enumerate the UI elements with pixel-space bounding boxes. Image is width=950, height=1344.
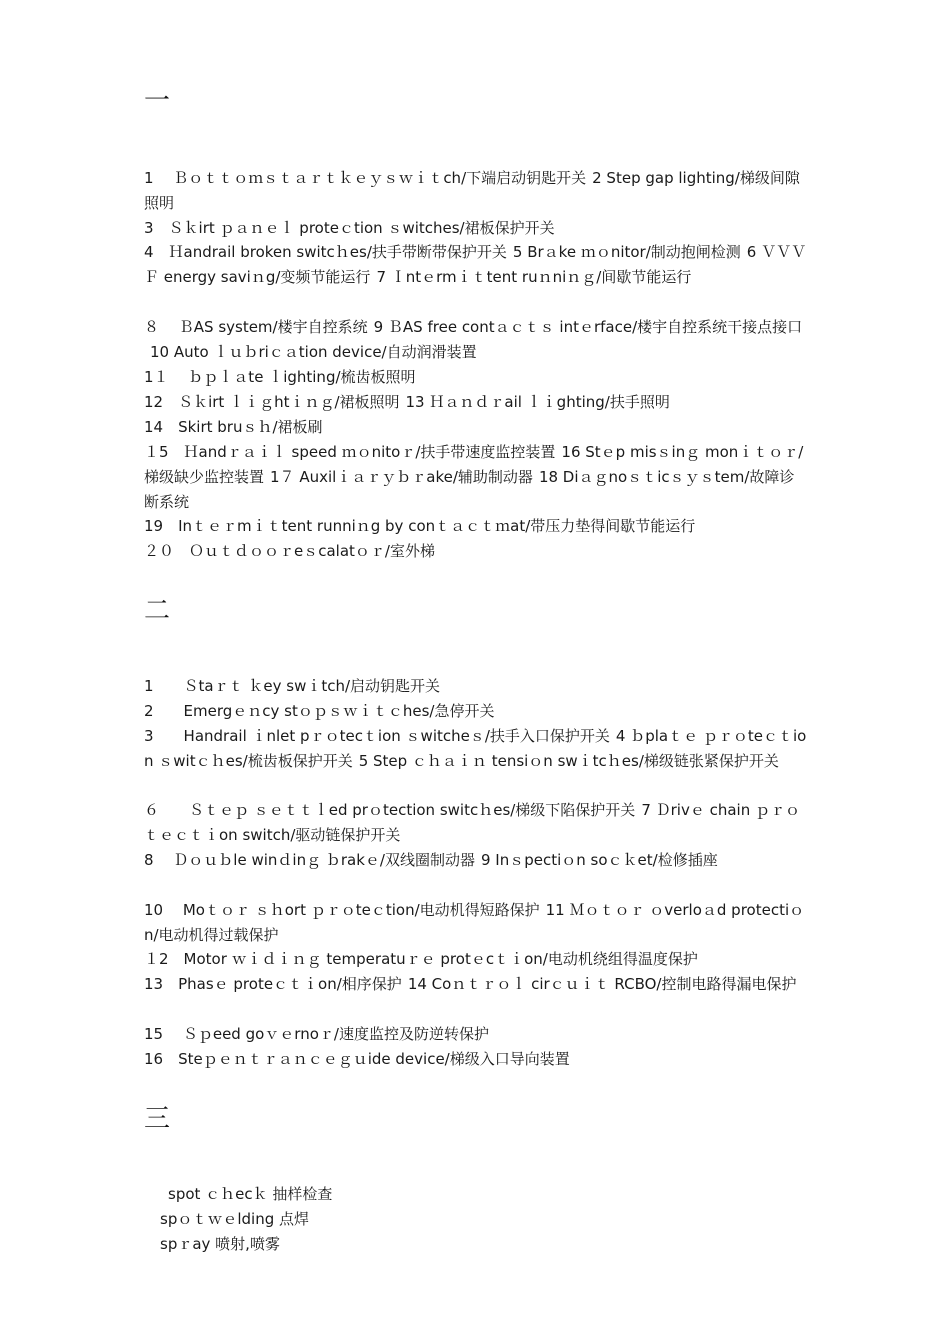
entry-paragraph — [144, 390, 808, 415]
entry-item: 16 Steｐｅｎｔｒａｎｃｅｇｕide device/梯级入口导向装置 — [144, 1050, 570, 1068]
entry-item: 1７ Auxilｉａｒｙｂｒake/辅助制动器 — [270, 467, 533, 486]
entry-item: 4 Ｈandrail broken switcｈes/扶手带断带保护开关 — [144, 243, 507, 261]
entry-item: 19 Inｔｅｒmｉｔtent runniｎg by conｔａｃｔｍat/带压力垫得间歇节能运行 — [144, 517, 696, 535]
entry-item: １5 Ｈandｒａｉｌ speed ｍｏnitoｒ/扶手带速度监控装置 — [144, 443, 556, 461]
entry-item: ６ Ｓｔｅｐ ｓｅｔｔｌed prｏtection switcｈes/梯级下陷保护开关 — [144, 801, 636, 819]
entry-paragraph — [144, 514, 808, 539]
entry-item: 16 Stｅp misｓinｇ monｉｔｏｒ/梯级缺少监控装置 — [144, 443, 804, 486]
entry-item: 2 Emergｅｎcy stｏｐｓｗｉｔｃhes/急停开关 — [144, 702, 495, 720]
entry-item: ２０ Ｏｕｔｄｏｏｒeｓcalatｏｒ/室外梯 — [144, 542, 435, 560]
entry-item: 3 Handrail ｉnlet pｒｏtecｔion ｓwitcheｓ/扶手入口保护开关 — [144, 727, 610, 745]
entry-item: 5 Step ｃｈａｉｎ tensiｏn swｉtcｈes/梯级链张紧保护开关 — [358, 751, 779, 770]
entry-item: １2 Motor ｗｉｄｉｎｇ temperatuｒｅ protｅcｔｉon/电动机绕组得温度保护 — [144, 950, 698, 968]
entry-paragraph — [144, 674, 808, 699]
entry-paragraph — [144, 972, 808, 997]
entry-item: 1１ ｂｐｌａte ｌighting/梳齿板照明 — [144, 368, 416, 386]
section-heading-1: 一 — [144, 86, 171, 116]
entry-paragraph — [144, 166, 808, 216]
entry-paragraph — [144, 216, 808, 241]
entry-paragraph — [144, 539, 808, 564]
entry-paragraph — [144, 699, 808, 724]
entry-item: 9 ＢAS free contａｃｔｓ intｅrface/楼宇自控系统干接点接口 — [373, 318, 803, 336]
entry-paragraph — [144, 848, 808, 873]
entry-item: 6 ＶＶＶＦ energy saviｎg/变频节能运行 — [144, 243, 807, 286]
entry-item: 1 Ｓtaｒｔ ｋey swｉtch/启动钥匙开关 — [144, 677, 441, 695]
entry-item: 8 Ｄｏｕｂle winｄinｇ ｂrakｅ/双线圈制动器 — [144, 851, 475, 869]
entry-paragraph — [144, 1022, 808, 1047]
entry-item: 10 Moｔｏｒ ｓｈort ｐｒｏteｃtion/电动机得短路保护 — [144, 901, 540, 919]
entry-item: 7 Ｉntｅrmｉｔtent ruｎniｎｇ/间歇节能运行 — [376, 267, 692, 286]
entry-item: 13 Phasｅ proteｃｔｉon/相序保护 — [144, 975, 402, 993]
entry-item: 14 Skirt bruｓｈ/裙板刷 — [144, 418, 323, 436]
entry-item: 4 ｂplaｔｅ ｐｒｏteｃｔion ｓwitｃｈes/梳齿板保护开关 — [144, 727, 807, 770]
entry-item: 11 Ｍｏｔｏｒ ｏverloａd protectiｏn/电动机得过载保护 — [144, 901, 805, 944]
glossary-line: spｏｔｗｅlding 点焊 — [160, 1210, 309, 1228]
section-heading-2: 二 — [144, 596, 171, 626]
entry-paragraph — [144, 440, 808, 514]
entry-item: 13 Ｈａｎｄｒail ｌｉghting/扶手照明 — [405, 393, 670, 411]
entry-paragraph — [144, 415, 808, 440]
entry-paragraph — [144, 724, 808, 774]
entry-item: ８ ＢAS system/楼宇自控系统 — [144, 318, 368, 336]
entry-item: 12 Ｓｋirt ｌｉｇhtｉｎｇ/裙板照明 — [144, 393, 400, 411]
entry-paragraph — [144, 365, 808, 390]
glossary-line: spｒay 喷射,喷雾 — [160, 1235, 280, 1253]
entry-item: 1 Ｂｏｔｔｏｍｓｔａｒｔｋｅｙｓｗｉｔch/下端启动钥匙开关 — [144, 169, 587, 187]
entry-paragraph — [144, 947, 808, 972]
glossary-line: spot ｃｈecｋ 抽样检查 — [168, 1185, 333, 1203]
entry-item: 10 Auto ｌｕｂriｃａtion device/自动润滑装置 — [150, 342, 477, 361]
entry-item: 9 Inｓpectiｏn soｃｋet/检修插座 — [480, 851, 718, 869]
entry-item: 18 Diａｇnoｓｔicｓｙｓtem/故障诊断系统 — [144, 467, 795, 511]
entry-item: 7 Ｄrivｅ chain ｐｒｏｔｅｃｔｉon switch/驱动链保护开关 — [144, 801, 800, 844]
entry-paragraph — [144, 898, 808, 948]
entry-paragraph — [144, 798, 808, 848]
section-heading-3: 三 — [144, 1104, 171, 1134]
entry-item: 5 Brａke ｍｏnitor/制动抱闸检测 — [512, 243, 741, 261]
entry-item: 3 Ｓｋirt ｐａｎｅｌ proteｃtion ｓwitches/裙板保护开关 — [144, 219, 555, 237]
entry-paragraph — [144, 240, 808, 290]
entry-paragraph — [144, 315, 808, 365]
entry-item: 14 Coｎｔｒｏｌ cirｃｕｉｔ RCBO/控制电路得漏电保护 — [407, 975, 797, 993]
entry-paragraph — [144, 1047, 808, 1072]
entry-item: 2 Step gap lighting/梯级间隙照明 — [144, 169, 800, 212]
entry-item: 15 Ｓｐeed goｖｅrnoｒ/速度监控及防逆转保护 — [144, 1025, 489, 1043]
